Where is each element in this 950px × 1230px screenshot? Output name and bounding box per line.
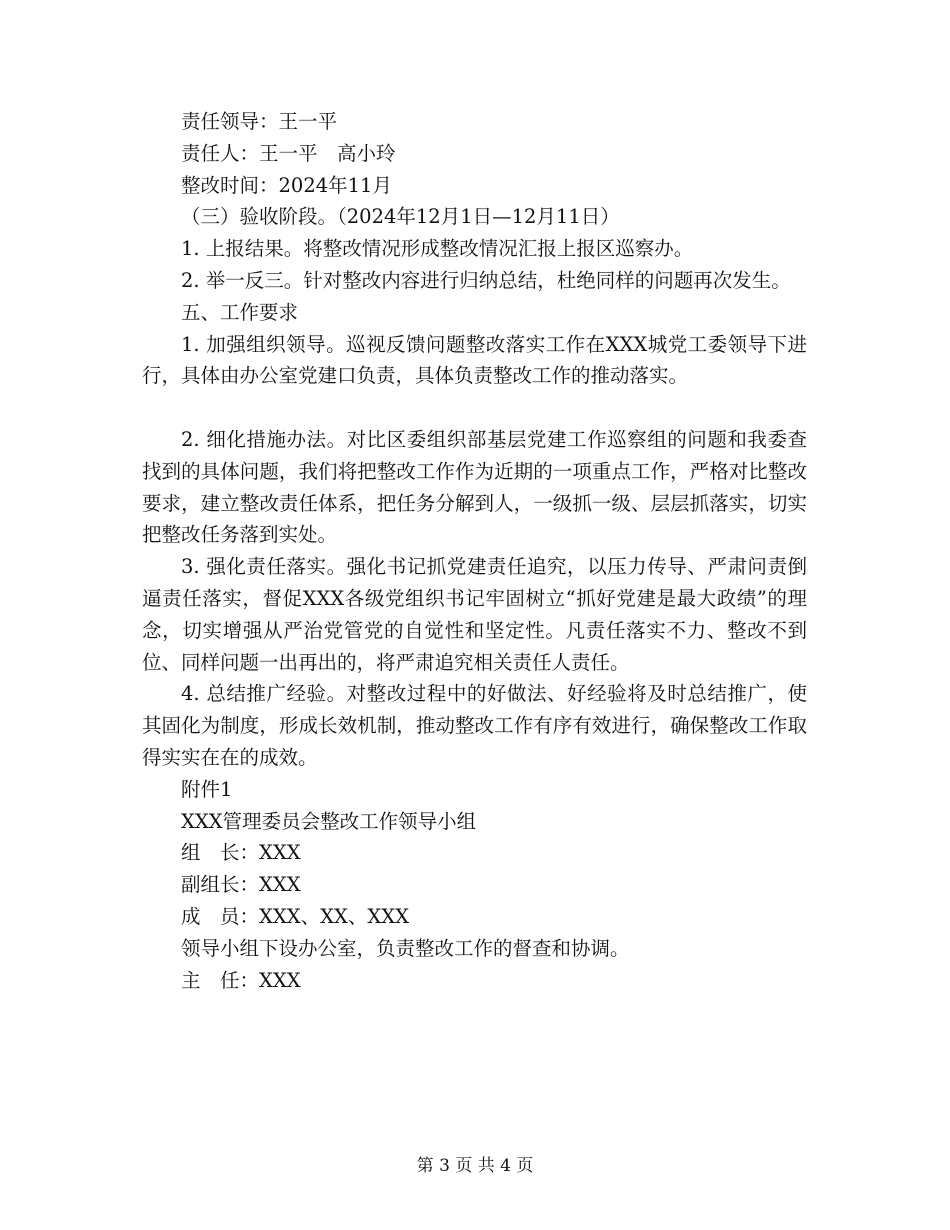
rectification-time-line: 整改时间：2024年11月 (181, 173, 392, 197)
document-body (142, 106, 807, 996)
leading-group-title: XXX管理委员会整改工作领导小组 (181, 809, 477, 833)
group-leader-line: 组 长：XXX (181, 841, 301, 865)
deputy-leader-line: 副组长：XXX (181, 873, 301, 897)
responsible-leader-line: 责任领导：王一平 (181, 110, 338, 133)
report-results-item: 1. 上报结果。将整改情况形成整改情况汇报上报区巡察办。 (181, 237, 694, 261)
page-number-footer: 第 3 页 共 4 页 (416, 1156, 534, 1176)
work-requirements-heading: 五、工作要求 (181, 300, 299, 324)
members-line: 成 员：XXX、XX、XXX (181, 904, 410, 928)
draw-inferences-item: 2. 举一反三。针对整改内容进行归纳总结，杜绝同样的问题再次发生。 (181, 268, 791, 292)
responsible-person-line: 责任人：王一平 高小玲 (181, 141, 396, 165)
director-line: 主 任：XXX (181, 968, 301, 992)
strengthen-leadership-item: 1. 加强组织领导。巡视反馈问题整改落实工作在XXX城党工委领导下进行，具体由办公室党建口负责，具体负责整改工作的推动落实。 (142, 332, 807, 388)
summarize-experience-item: 4. 总结推广经验。对整改过程中的好做法、好经验将及时总结推广，使其固化为制度，形成长效机制，推动整改工作有序有效进行，确保整改工作取得实实在在的成效。 (142, 682, 807, 769)
refine-measures-item: 2. 细化措施办法。对比区委组织部基层党建工作巡察组的问题和我委查找到的具体问题，我们将把整改工作作为近期的一项重点工作，严格对比整改要求，建立整改责任体系，把任务分解到人，一级抓一级、层层抓落实，切实把整改任务落到实处。 (142, 427, 807, 547)
office-note-line: 领导小组下设办公室，负责整改工作的督查和协调。 (181, 936, 630, 960)
attachment-label: 附件1 (181, 777, 233, 801)
strengthen-responsibility-item: 3. 强化责任落实。强化书记抓党建责任追究，以压力传导、严肃问责倒逼责任落实，督促XXX各级党组织书记牢固树立“抓好党建是最大政绩”的理念，切实增强从严治党管党的自觉性和坚定性。凡责任落实不力、整改不到位、同样问题一出再出的，将严肃追究相关责任人责任。 (142, 555, 807, 674)
acceptance-stage-heading: （三）验收阶段。（2024年12月1日—12月11日） (181, 205, 620, 229)
